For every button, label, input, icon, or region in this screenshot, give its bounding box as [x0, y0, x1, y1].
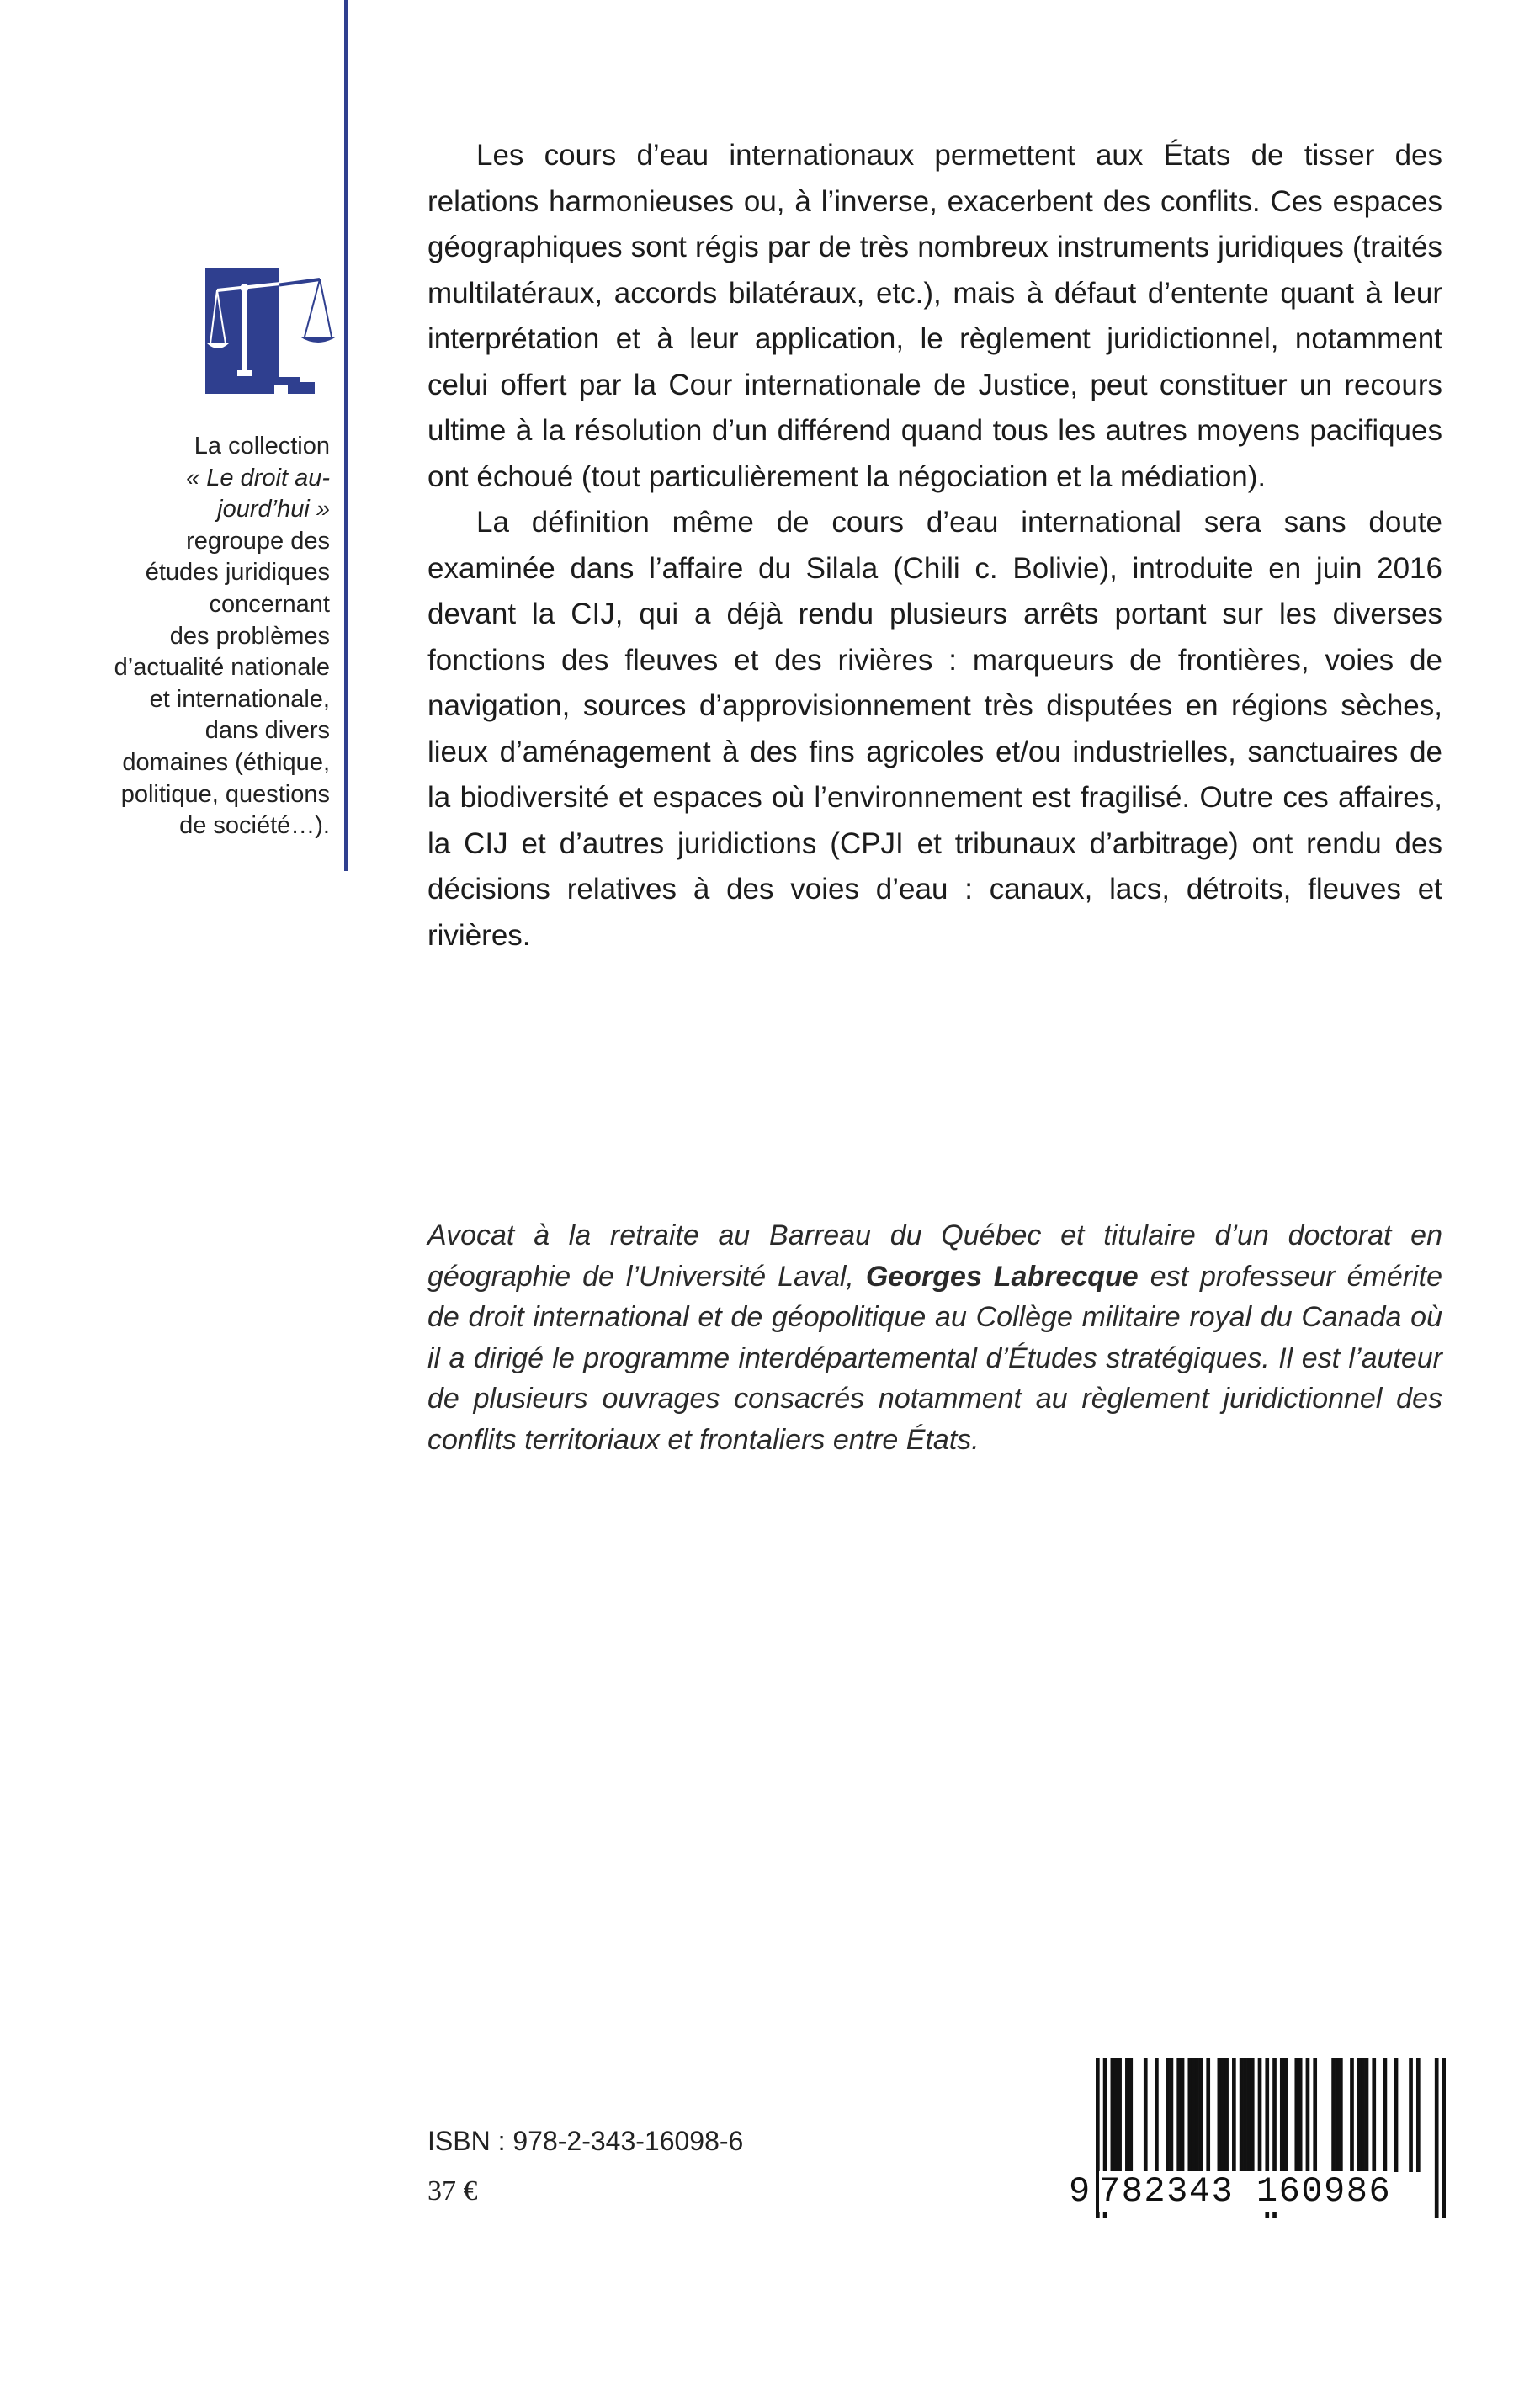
collection-line: études juridiques: [145, 559, 330, 587]
barcode-bar: [1118, 2058, 1122, 2172]
barcode-bar: [1170, 2058, 1174, 2172]
barcode-bar: [1416, 2058, 1421, 2172]
barcode-bar: [1251, 2058, 1255, 2172]
bio-text-start: Avocat à la retraite au Barreau du Québec et titulaire d’un doctorat en géographie de l’Université Laval,: [427, 1219, 1442, 1293]
barcode-bar: [1294, 2058, 1298, 2172]
barcode-bar: [1372, 2058, 1376, 2172]
collection-line: dans divers: [204, 717, 330, 745]
barcode-bar: [1192, 2058, 1196, 2172]
barcode-bar: [1206, 2058, 1210, 2172]
barcode-bar: [1350, 2058, 1354, 2172]
author-bio-paragraph: [427, 1215, 1442, 1460]
barcode-bar: [1218, 2058, 1222, 2172]
barcode-bar: [1114, 2058, 1118, 2172]
barcode-bar: [1166, 2058, 1170, 2172]
barcode-bar: [1361, 2058, 1365, 2172]
collection-description: [101, 431, 330, 842]
author-name: Georges Labrecque: [865, 1260, 1139, 1293]
barcode-bar: [1313, 2058, 1317, 2172]
barcode-bar: [1243, 2058, 1247, 2172]
collection-line: regroupe des: [186, 527, 330, 555]
barcode-bar: [1339, 2058, 1343, 2172]
barcode-bar: [1435, 2058, 1439, 2218]
summary-paragraph: La définition même de cours d’eau international sera sans doute examinée dans l’affaire du Silala (Chili c. Bolivie), introduite en juin 2016 devant la CIJ, qui a déjà rendu plusieurs arrêts portant sur les diverses fonctions des fleuves et des rivières : marqueurs de frontières, voies de navigation, sources d’approvisionnement très disputées en régions sèches, lieux d’aménagement à des fins agricoles et/ou industrielles, sanctuaires de la biodiversité et espaces où l’environnement est fragilisé. Outre ces affaires, la CIJ et d’autres juridictions (CPJI et tribunaux d’arbitrage) ont rendu des décisions relatives à des voies d’eau : canaux, lacs, détroits, fleuves et rivières.: [427, 506, 1442, 952]
barcode-bar: [1232, 2058, 1236, 2172]
barcode-first-digit: 9: [1069, 2171, 1091, 2212]
collection-line: d’actualité nationale: [114, 654, 330, 682]
collection-line: domaines (éthique,: [122, 748, 330, 776]
barcode-bar: [1111, 2058, 1115, 2172]
barcode-bar: [1125, 2058, 1129, 2172]
barcode-bar: [1195, 2058, 1199, 2172]
barcode-bar: [1176, 2058, 1181, 2172]
author-bio: [427, 1215, 1442, 1460]
collection-line: des problèmes: [169, 622, 330, 650]
collection-line: politique, questions: [120, 780, 330, 808]
summary-paragraph: Les cours d’eau internationaux permettent aux États de tisser des relations harmonieuses ou, à l’inverse, exacerbent des conflits. Ces espaces géographiques sont régis par de très nombreux instruments juridiques (traités multilatéraux, accords bilatéraux, etc.), mais à défaut d’entente quant à leur interprétation et à leur application, le règlement juridictionnel, notamment celui offert par la Cour internationale de Justice, peut constituer un recours ultime à la résolution d’un différend quand tous les autres moyens pacifiques ont échoué (tout particulièrement la négociation et la médiation).: [427, 139, 1442, 493]
barcode-bar: [1383, 2058, 1388, 2172]
barcode-bar: [1187, 2058, 1192, 2172]
scales-of-justice-icon: [205, 268, 337, 396]
barcode-bar: [1280, 2058, 1284, 2172]
collection-line: et internationale,: [149, 685, 330, 713]
barcode-rest-digits: 782343 160986: [1099, 2171, 1392, 2212]
collection-line: La collection: [194, 433, 330, 459]
barcode-bar: [1221, 2058, 1225, 2172]
isbn: ISBN : 978-2-343-16098-6: [427, 2126, 744, 2156]
barcode-bar: [1155, 2058, 1159, 2172]
barcode-bar: [1144, 2058, 1148, 2172]
collection-line: concernant: [209, 590, 330, 618]
barcode-bar: [1306, 2058, 1310, 2172]
barcode-bar: [1199, 2058, 1203, 2172]
bio-text-end: est professeur émérite de droit international et de géopolitique au Collège militaire royal du Canada où il a dirigé le programme interdépartemental d’Études stratégiques. Il est l’auteur de plusieurs ouvrages consacrés notamment au règlement juridictionnel des conflits territoriaux et frontaliers entre États.: [427, 1260, 1442, 1456]
barcode-bar: [1258, 2058, 1262, 2172]
barcode-bar: [1247, 2058, 1251, 2172]
barcode-bar: [1128, 2058, 1133, 2172]
collection-line: de société…).: [179, 812, 330, 840]
barcode-bar: [1394, 2058, 1399, 2172]
barcode-bar: [1336, 2058, 1340, 2172]
barcode-bar: [1357, 2058, 1362, 2172]
barcode-bar: [1365, 2058, 1369, 2172]
barcode-bar: [1409, 2058, 1413, 2172]
barcode-bar: [1224, 2058, 1229, 2172]
price: 37 €: [427, 2175, 478, 2207]
book-summary: [427, 133, 1442, 959]
barcode-bar: [1181, 2058, 1185, 2172]
accent-vertical-rule: [344, 0, 348, 871]
barcode-bar: [1331, 2058, 1336, 2172]
barcode-bar: [1240, 2058, 1244, 2172]
barcode-bar: [1298, 2058, 1303, 2172]
collection-line: jourd’hui »: [217, 496, 330, 523]
barcode-bar: [1283, 2058, 1288, 2172]
barcode-bar: [1442, 2058, 1446, 2218]
collection-line: « Le droit au-: [186, 464, 330, 491]
